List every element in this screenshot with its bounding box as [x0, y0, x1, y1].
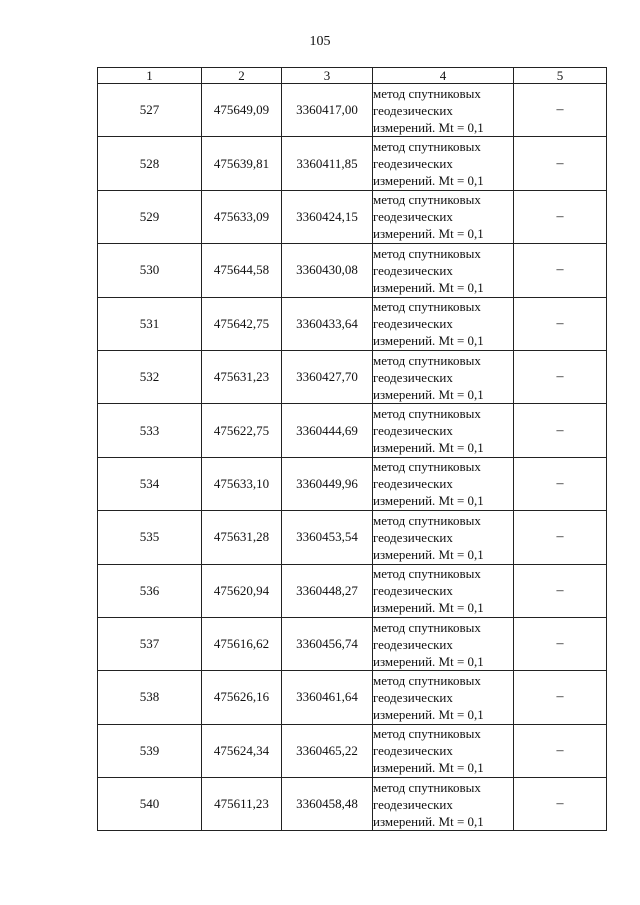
method-line: измерений. Mt = 0,1: [373, 173, 484, 189]
x-coordinate-cell: 475644,58: [202, 244, 282, 297]
x-coordinate-cell: 475633,09: [202, 190, 282, 243]
y-coordinate-cell: 3360465,22: [282, 724, 373, 777]
y-coordinate-cell: 3360444,69: [282, 404, 373, 457]
note-cell: –: [514, 350, 607, 403]
note-cell: –: [514, 564, 607, 617]
method-line: измерений. Mt = 0,1: [373, 493, 484, 509]
method-line: метод спутниковых: [373, 139, 481, 155]
method-line: метод спутниковых: [373, 726, 481, 742]
table-row: [98, 457, 607, 510]
method-cell: [373, 511, 514, 564]
point-number-cell: 540: [98, 778, 202, 831]
table-row: [98, 617, 607, 670]
y-coordinate-cell: 3360448,27: [282, 564, 373, 617]
method-cell: [373, 190, 514, 243]
method-line: метод спутниковых: [373, 245, 481, 261]
method-line: метод спутниковых: [373, 672, 481, 688]
note-cell: –: [514, 84, 607, 137]
method-line: геодезических: [373, 316, 453, 332]
method-line: измерений. Mt = 0,1: [373, 653, 484, 669]
method-line: измерений. Mt = 0,1: [373, 440, 484, 456]
method-line: геодезических: [373, 529, 453, 545]
note-cell: –: [514, 511, 607, 564]
note-cell: –: [514, 671, 607, 724]
table-row: [98, 190, 607, 243]
method-cell: [373, 617, 514, 670]
y-coordinate-cell: 3360458,48: [282, 778, 373, 831]
method-line: геодезических: [373, 156, 453, 172]
point-number-cell: 531: [98, 297, 202, 350]
method-line: метод спутниковых: [373, 512, 481, 528]
method-line: измерений. Mt = 0,1: [373, 279, 484, 295]
method-line: метод спутниковых: [373, 192, 481, 208]
point-number-cell: 529: [98, 190, 202, 243]
method-line: геодезических: [373, 636, 453, 652]
y-coordinate-cell: 3360449,96: [282, 457, 373, 510]
note-cell: –: [514, 404, 607, 457]
table-row: [98, 778, 607, 831]
column-header: 3: [282, 68, 373, 84]
note-cell: –: [514, 137, 607, 190]
method-line: геодезических: [373, 476, 453, 492]
x-coordinate-cell: 475633,10: [202, 457, 282, 510]
method-line: измерений. Mt = 0,1: [373, 119, 484, 135]
table-row: [98, 244, 607, 297]
method-cell: [373, 84, 514, 137]
point-number-cell: 538: [98, 671, 202, 724]
point-number-cell: 537: [98, 617, 202, 670]
column-header: 4: [373, 68, 514, 84]
method-line: измерений. Mt = 0,1: [373, 813, 484, 829]
method-line: геодезических: [373, 369, 453, 385]
method-line: измерений. Mt = 0,1: [373, 706, 484, 722]
y-coordinate-cell: 3360411,85: [282, 137, 373, 190]
table-row: [98, 511, 607, 564]
table-row: [98, 137, 607, 190]
point-number-cell: 527: [98, 84, 202, 137]
method-line: метод спутниковых: [373, 352, 481, 368]
method-line: геодезических: [373, 102, 453, 118]
method-cell: [373, 137, 514, 190]
header-row: [98, 68, 607, 84]
method-line: измерений. Mt = 0,1: [373, 760, 484, 776]
method-line: измерений. Mt = 0,1: [373, 333, 484, 349]
method-line: измерений. Mt = 0,1: [373, 546, 484, 562]
method-cell: [373, 778, 514, 831]
method-cell: [373, 297, 514, 350]
x-coordinate-cell: 475624,34: [202, 724, 282, 777]
method-line: метод спутниковых: [373, 299, 481, 315]
coordinates-table: [97, 67, 607, 831]
method-line: метод спутниковых: [373, 779, 481, 795]
x-coordinate-cell: 475620,94: [202, 564, 282, 617]
method-line: геодезических: [373, 743, 453, 759]
method-cell: [373, 404, 514, 457]
table-row: [98, 84, 607, 137]
note-cell: –: [514, 724, 607, 777]
note-cell: –: [514, 190, 607, 243]
method-cell: [373, 564, 514, 617]
point-number-cell: 530: [98, 244, 202, 297]
note-cell: –: [514, 778, 607, 831]
method-cell: [373, 457, 514, 510]
x-coordinate-cell: 475649,09: [202, 84, 282, 137]
method-cell: [373, 244, 514, 297]
method-line: геодезических: [373, 209, 453, 225]
column-header: 1: [98, 68, 202, 84]
x-coordinate-cell: 475642,75: [202, 297, 282, 350]
method-line: метод спутниковых: [373, 406, 481, 422]
y-coordinate-cell: 3360424,15: [282, 190, 373, 243]
table-row: [98, 724, 607, 777]
x-coordinate-cell: 475622,75: [202, 404, 282, 457]
method-cell: [373, 724, 514, 777]
y-coordinate-cell: 3360427,70: [282, 350, 373, 403]
method-line: измерений. Mt = 0,1: [373, 600, 484, 616]
page-number: 105: [309, 34, 331, 49]
table-row: [98, 564, 607, 617]
table-body: [98, 84, 607, 831]
x-coordinate-cell: 475631,28: [202, 511, 282, 564]
point-number-cell: 528: [98, 137, 202, 190]
note-cell: –: [514, 617, 607, 670]
point-number-cell: 539: [98, 724, 202, 777]
note-cell: –: [514, 457, 607, 510]
point-number-cell: 536: [98, 564, 202, 617]
x-coordinate-cell: 475639,81: [202, 137, 282, 190]
y-coordinate-cell: 3360453,54: [282, 511, 373, 564]
method-line: метод спутниковых: [373, 619, 481, 635]
method-line: геодезических: [373, 689, 453, 705]
point-number-cell: 535: [98, 511, 202, 564]
method-cell: [373, 671, 514, 724]
method-line: геодезических: [373, 423, 453, 439]
table-row: [98, 350, 607, 403]
table-row: [98, 404, 607, 457]
method-line: метод спутниковых: [373, 459, 481, 475]
point-number-cell: 534: [98, 457, 202, 510]
x-coordinate-cell: 475626,16: [202, 671, 282, 724]
y-coordinate-cell: 3360417,00: [282, 84, 373, 137]
table-row: [98, 297, 607, 350]
table-row: [98, 671, 607, 724]
method-line: измерений. Mt = 0,1: [373, 386, 484, 402]
x-coordinate-cell: 475616,62: [202, 617, 282, 670]
method-cell: [373, 350, 514, 403]
note-cell: –: [514, 297, 607, 350]
method-line: геодезических: [373, 796, 453, 812]
note-cell: –: [514, 244, 607, 297]
y-coordinate-cell: 3360433,64: [282, 297, 373, 350]
point-number-cell: 533: [98, 404, 202, 457]
point-number-cell: 532: [98, 350, 202, 403]
column-header: 5: [514, 68, 607, 84]
method-line: метод спутниковых: [373, 85, 481, 101]
y-coordinate-cell: 3360456,74: [282, 617, 373, 670]
column-header: 2: [202, 68, 282, 84]
x-coordinate-cell: 475631,23: [202, 350, 282, 403]
method-line: измерений. Mt = 0,1: [373, 226, 484, 242]
method-line: метод спутниковых: [373, 566, 481, 582]
x-coordinate-cell: 475611,23: [202, 778, 282, 831]
method-line: геодезических: [373, 583, 453, 599]
method-line: геодезических: [373, 262, 453, 278]
y-coordinate-cell: 3360430,08: [282, 244, 373, 297]
y-coordinate-cell: 3360461,64: [282, 671, 373, 724]
